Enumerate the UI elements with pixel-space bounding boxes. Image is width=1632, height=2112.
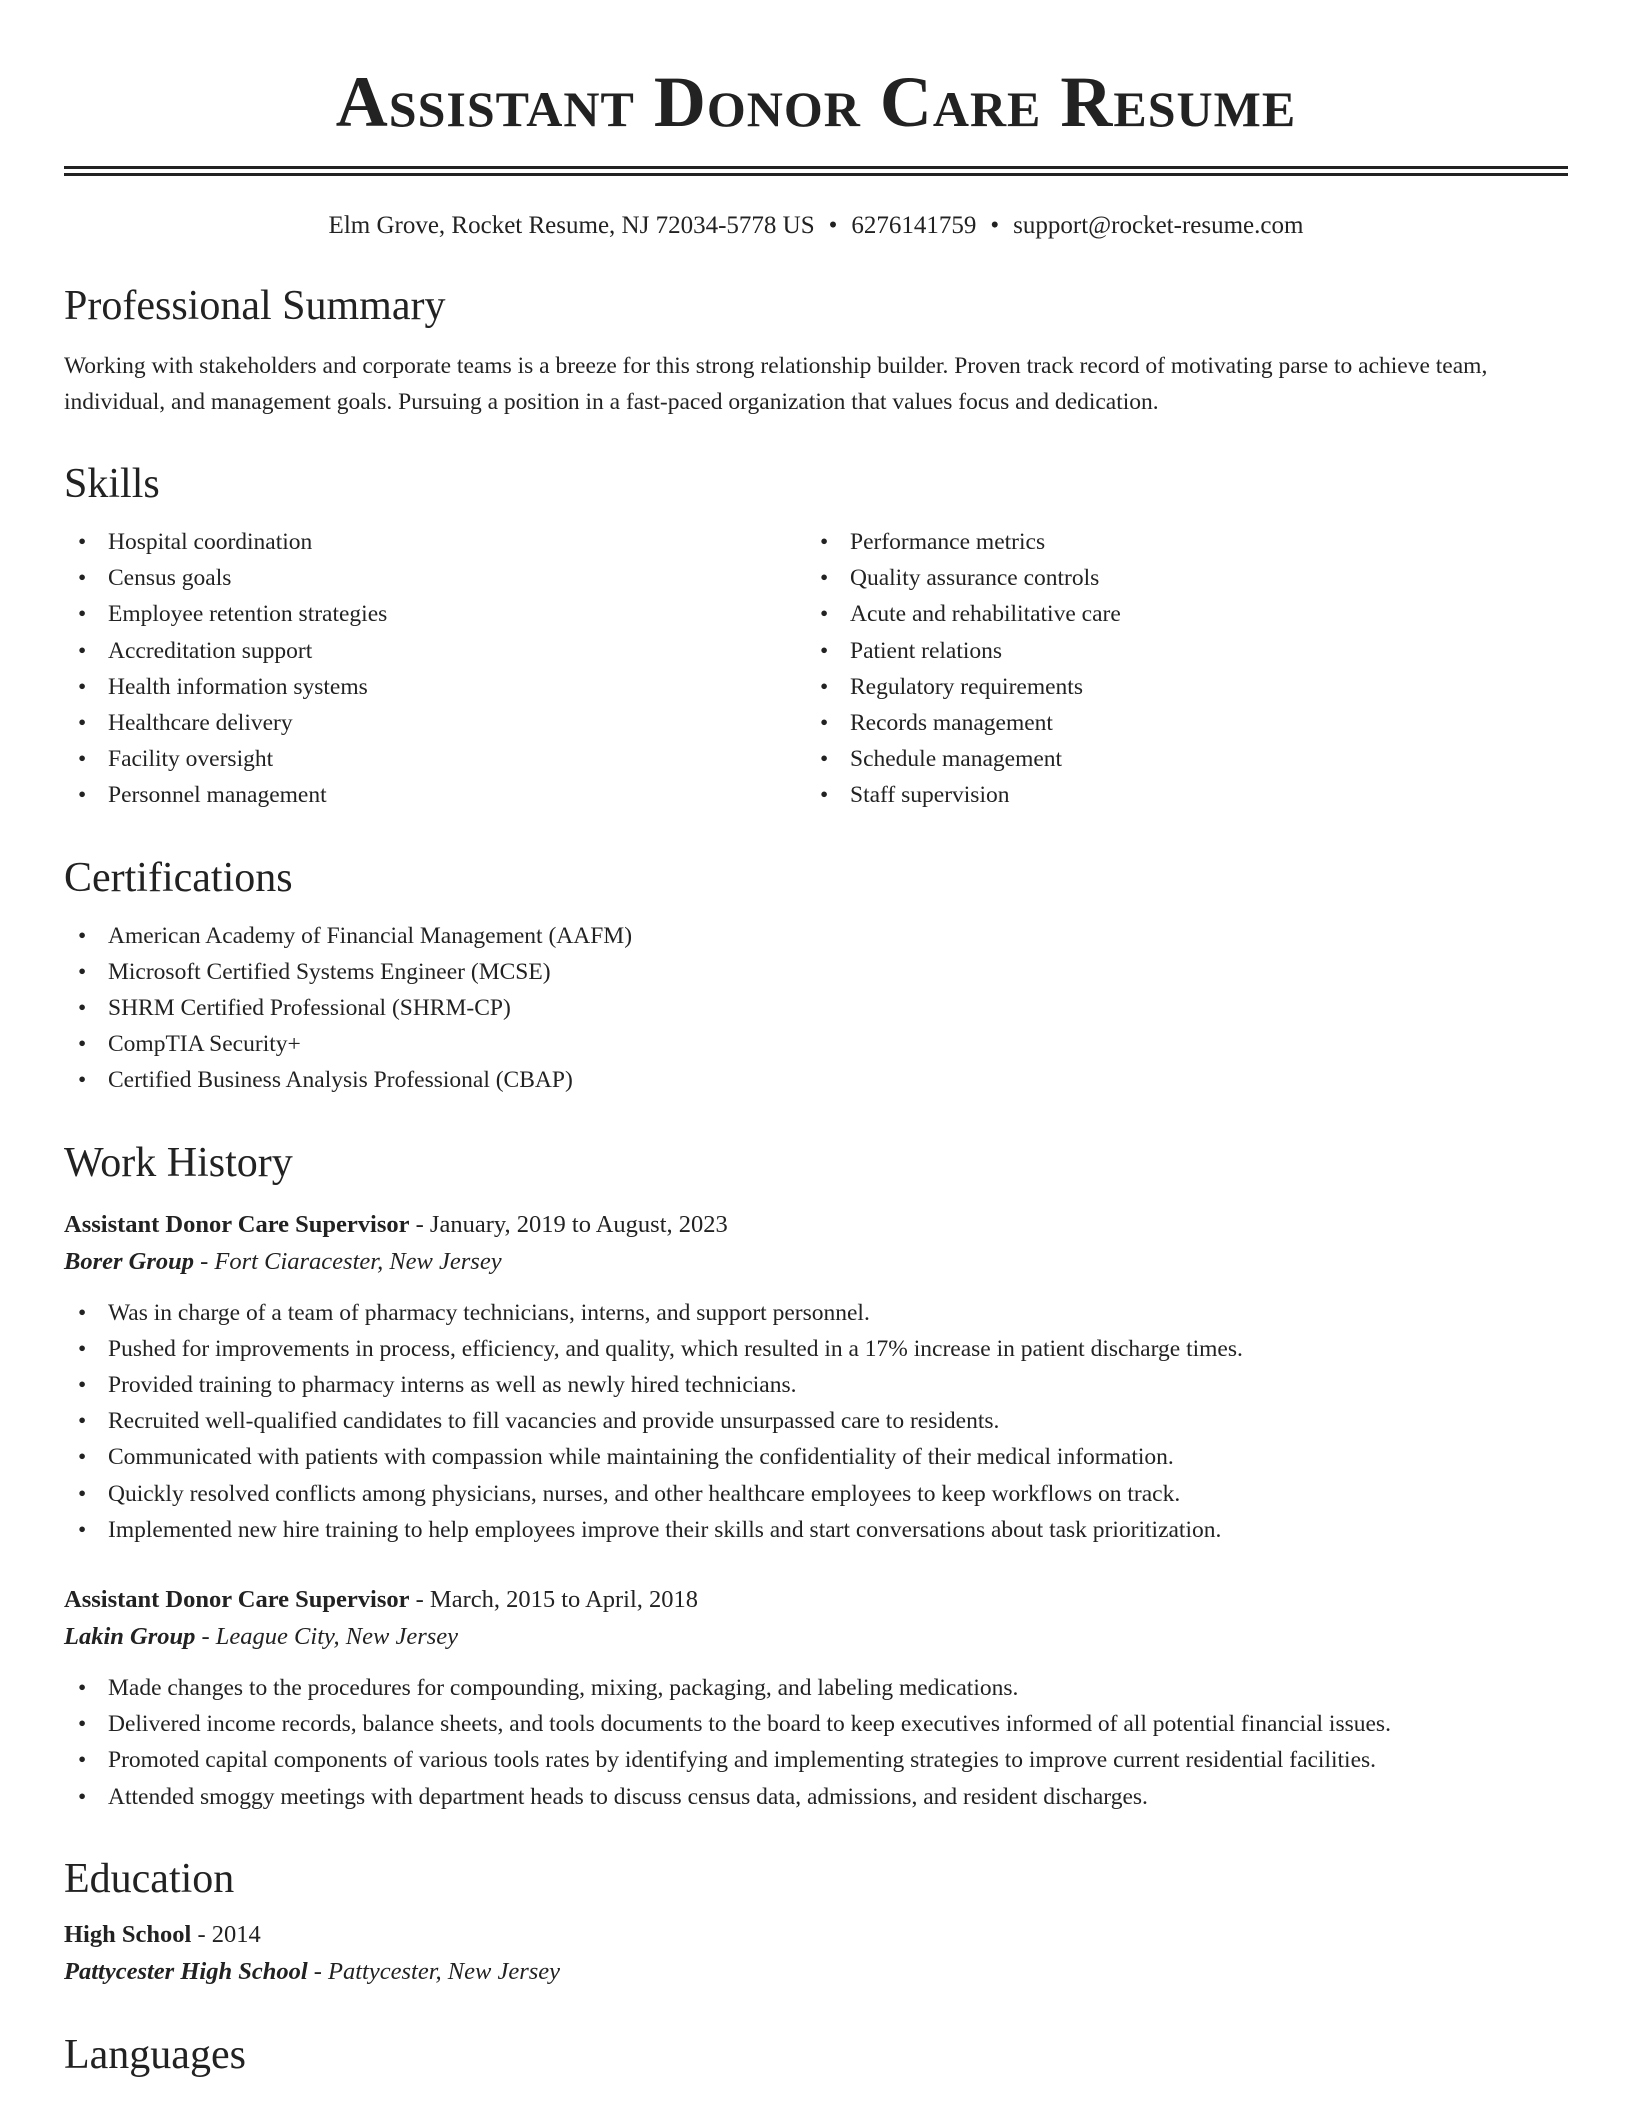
skill-item: • Accreditation support (64, 633, 806, 669)
skill-item: • Performance metrics (806, 524, 1548, 560)
section-heading-skills: Skills (64, 461, 160, 507)
education-location: - Pattycester, New Jersey (307, 1957, 561, 1985)
job-duty-item: • Pushed for improvements in process, efficiency, and quality, which resulted in a 17% increase in patient discharge times. (64, 1331, 1568, 1367)
skill-item: • Quality assurance controls (806, 560, 1548, 596)
skills-columns (64, 524, 1568, 814)
skill-item: • Employee retention strategies (64, 596, 806, 632)
job-duty-item: • Delivered income records, balance sheets, and tools documents to the board to keep executives informed of all potential financial issues. (64, 1706, 1568, 1742)
section-heading-work-history: Work History (64, 1139, 293, 1186)
job-company: Lakin Group (64, 1623, 196, 1651)
skill-item: • Acute and rehabilitative care (806, 596, 1548, 632)
certification-item: • American Academy of Financial Management (AAFM) (64, 918, 1568, 954)
job-duty-item: • Quickly resolved conflicts among physicians, nurses, and other healthcare employees to keep workflows on track. (64, 1476, 1568, 1512)
job-entry (64, 1582, 1568, 1815)
job-location: - League City, New Jersey (195, 1623, 459, 1651)
education-entry (64, 1917, 1568, 1991)
job-duty-item: • Was in charge of a team of pharmacy technicians, interns, and support personnel. (64, 1295, 1568, 1331)
job-duty-item: • Provided training to pharmacy interns as well as newly hired technicians. (64, 1367, 1568, 1403)
title-divider (64, 166, 1568, 176)
job-title-line (64, 1582, 1568, 1618)
section-heading-education: Education (64, 1855, 235, 1902)
skill-item: • Patient relations (806, 633, 1548, 669)
section-heading-languages: Languages (64, 2031, 246, 2078)
job-duties-list (64, 1295, 1568, 1548)
job-duty-item: • Attended smoggy meetings with department heads to discuss census data, admissions, and resident discharges. (64, 1779, 1568, 1815)
job-location: - Fort Ciaracester, New Jersey (194, 1247, 502, 1275)
education-degree: High School (64, 1920, 192, 1948)
job-company-line (64, 1618, 1568, 1656)
skill-item: • Personnel management (64, 777, 806, 813)
contact-separator: • (828, 212, 838, 239)
job-duty-item: • Promoted capital components of various tools rates by identifying and implementing strategies to improve current residential facilities. (64, 1742, 1568, 1778)
skill-item: • Staff supervision (806, 777, 1548, 813)
contact-email[interactable]: support@rocket-resume.com (1013, 212, 1304, 239)
job-duty-item: • Implemented new hire training to help employees improve their skills and start conversations about task prioritization. (64, 1512, 1568, 1548)
job-company-line (64, 1243, 1568, 1281)
job-duties-list (64, 1670, 1568, 1815)
summary-text: Working with stakeholders and corporate teams is a breeze for this strong relationship builder. Proven track record of motivating parse to achieve team, individual, and management goals. Pursuing a position in a fast-paced organization that values focus and dedication. (64, 353, 1488, 415)
skill-item: • Regulatory requirements (806, 669, 1548, 705)
certification-item: • Microsoft Certified Systems Engineer (MCSE) (64, 954, 1568, 990)
job-title-line (64, 1207, 1568, 1243)
education-school-line (64, 1953, 1568, 1991)
certification-item: • SHRM Certified Professional (SHRM-CP) (64, 990, 1568, 1026)
skill-item: • Schedule management (806, 741, 1548, 777)
job-dates: - January, 2019 to August, 2023 (409, 1210, 728, 1238)
contact-phone: 6276141759 (851, 212, 977, 239)
skill-item: • Hospital coordination (64, 524, 806, 560)
job-company: Borer Group (64, 1247, 195, 1275)
certification-item: • Certified Business Analysis Professional (CBAP) (64, 1062, 1568, 1098)
job-duty-item: • Made changes to the procedures for compounding, mixing, packaging, and labeling medications. (64, 1670, 1568, 1706)
resume-title: Assistant Donor Care Resume (335, 62, 1297, 142)
job-entry (64, 1207, 1568, 1548)
job-duty-item: • Communicated with patients with compassion while maintaining the confidentiality of their medical information. (64, 1439, 1568, 1475)
job-title: Assistant Donor Care Supervisor (64, 1586, 410, 1614)
education-school: Pattycester High School (64, 1957, 308, 1985)
job-duty-item: • Recruited well-qualified candidates to fill vacancies and provide unsurpassed care to residents. (64, 1403, 1568, 1439)
job-spacer (64, 1548, 1568, 1582)
contact-line (64, 210, 1568, 242)
education-degree-line (64, 1917, 1568, 1953)
skill-item: • Census goals (64, 560, 806, 596)
skill-item: • Healthcare delivery (64, 705, 806, 741)
skill-item: • Facility oversight (64, 741, 806, 777)
skill-item: • Health information systems (64, 669, 806, 705)
skills-list-right (806, 524, 1548, 814)
education-year: - 2014 (191, 1920, 261, 1948)
certifications-list (64, 918, 1568, 1099)
skill-item: • Records management (806, 705, 1548, 741)
contact-separator: • (990, 212, 1000, 239)
job-title: Assistant Donor Care Supervisor (64, 1210, 410, 1238)
section-heading-summary: Professional Summary (64, 283, 446, 329)
job-dates: - March, 2015 to April, 2018 (409, 1586, 699, 1614)
section-heading-certifications: Certifications (64, 854, 293, 901)
certification-item: • CompTIA Security+ (64, 1026, 1568, 1062)
contact-address: Elm Grove, Rocket Resume, NJ 72034-5778 US (328, 212, 815, 239)
skills-list-left (64, 524, 806, 814)
